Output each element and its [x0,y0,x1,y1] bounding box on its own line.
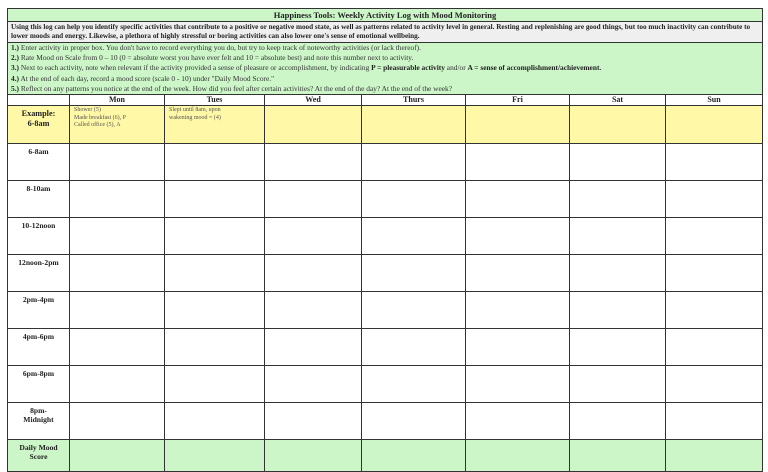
activity-cell[interactable] [265,292,362,329]
time-slot-row [8,218,763,255]
mood-cell[interactable] [466,440,570,472]
activity-cell[interactable] [570,403,666,440]
mood-cell[interactable] [165,440,265,472]
activity-cell[interactable] [666,255,763,292]
activity-cell[interactable] [165,144,265,181]
time-slot-row [8,329,763,366]
activity-cell[interactable] [362,218,466,255]
activity-cell[interactable] [362,329,466,366]
time-slot-row [8,144,763,181]
activity-cell[interactable] [466,218,570,255]
day-header: Wed [265,95,362,106]
mood-cell[interactable] [570,440,666,472]
example-cell [666,106,763,144]
activity-cell[interactable] [466,403,570,440]
activity-cell[interactable] [466,181,570,218]
time-slot-label: 6-8am [8,144,70,181]
activity-cell[interactable] [570,144,666,181]
activity-cell[interactable] [165,366,265,403]
activity-log-table [7,8,763,472]
activity-cell[interactable] [265,255,362,292]
time-slot-label: 4pm-6pm [8,329,70,366]
activity-cell[interactable] [570,218,666,255]
activity-cell[interactable] [466,292,570,329]
activity-cell[interactable] [466,144,570,181]
day-header: Sun [666,95,763,106]
instruction-1: 1.) Enter activity in proper box. You don't have to record everything you do, but try to keep track of noteworthy activities (or lack thereof). [11,43,421,52]
day-header: Fri [466,95,570,106]
mood-cell[interactable] [666,440,763,472]
example-cell [265,106,362,144]
activity-cell[interactable] [70,255,165,292]
mood-cell[interactable] [362,440,466,472]
daily-mood-label: Daily Mood Score [8,440,70,472]
activity-cell[interactable] [265,366,362,403]
activity-cell[interactable] [165,292,265,329]
activity-cell[interactable] [362,292,466,329]
daily-mood-row [8,440,763,472]
time-slot-row [8,403,763,440]
log-title: Happiness Tools: Weekly Activity Log with Mood Monitoring [8,9,763,22]
activity-cell[interactable] [70,181,165,218]
mood-cell[interactable] [265,440,362,472]
activity-cell[interactable] [666,403,763,440]
activity-cell[interactable] [466,329,570,366]
activity-cell[interactable] [165,403,265,440]
day-header: Sat [570,95,666,106]
instruction-3: 3.) Next to each activity, note when relevant if the activity provided a sense of pleasure or accomplishment, by indicating P = pleasurable activity and/or A = sense of accomplishment/achievement. [11,63,602,73]
activity-cell[interactable] [362,181,466,218]
example-cell [570,106,666,144]
instruction-5: 5.) Reflect on any patterns you notice at the end of the week. How did you feel after certain activities? At the end of the day? At the end of the week? [11,83,453,93]
activity-cell[interactable] [362,144,466,181]
example-tues: Slept until 8am, upon wakening mood = (4) [165,106,265,144]
time-slot-label: 8-10am [8,181,70,218]
example-mon: Shower (5) Made breakfast (6), P Called office (5), A [70,106,165,144]
activity-cell[interactable] [466,255,570,292]
activity-cell[interactable] [265,181,362,218]
activity-cell[interactable] [165,255,265,292]
instruction-2: 2.) Rate Mood on Scale from 0 – 10 (0 = absolute worst you have ever felt and 10 = absolute best) and note this number next to activity. [11,53,414,63]
corner-cell [8,95,70,106]
activity-cell[interactable] [666,366,763,403]
time-slot-row [8,292,763,329]
instruction-4: 4.) At the end of each day, record a mood score (scale 0 - 10) under "Daily Mood Score." [11,73,275,83]
example-label: Example: 6-8am [8,106,70,144]
activity-cell[interactable] [70,144,165,181]
intro-text: Using this log can help you identify specific activities that contribute to a positive or negative mood state, as well as patterns related to activity level in general. Resting and replenishing are good things, but too much inactivity can contribute to lower moods and energy. Likewise, a plethora of highly stressful or boring activities can also lower one's sense of emotional wellbeing. [8,22,763,43]
time-slot-label: 10-12noon [8,218,70,255]
example-row [8,106,763,144]
activity-cell[interactable] [70,403,165,440]
activity-cell[interactable] [570,255,666,292]
activity-cell[interactable] [165,218,265,255]
activity-cell[interactable] [265,329,362,366]
activity-cell[interactable] [570,366,666,403]
time-slot-row [8,255,763,292]
activity-cell[interactable] [165,329,265,366]
activity-cell[interactable] [666,329,763,366]
activity-log [7,8,762,472]
activity-cell[interactable] [570,329,666,366]
activity-cell[interactable] [666,144,763,181]
example-cell [466,106,570,144]
activity-cell[interactable] [466,366,570,403]
day-header: Tues [165,95,265,106]
activity-cell[interactable] [265,403,362,440]
time-slot-label: 2pm-4pm [8,292,70,329]
time-slot-row [8,181,763,218]
time-slot-label: 12noon-2pm [8,255,70,292]
activity-cell[interactable] [265,218,362,255]
activity-cell[interactable] [70,218,165,255]
activity-cell[interactable] [265,144,362,181]
activity-cell[interactable] [165,181,265,218]
instructions [8,43,763,95]
day-header-row [8,95,763,106]
activity-cell[interactable] [666,181,763,218]
time-slot-row [8,366,763,403]
day-header: Mon [70,95,165,106]
activity-cell[interactable] [570,292,666,329]
activity-cell[interactable] [362,255,466,292]
mood-cell[interactable] [70,440,165,472]
activity-cell[interactable] [362,366,466,403]
day-header: Thurs [362,95,466,106]
activity-cell[interactable] [362,403,466,440]
activity-cell[interactable] [666,292,763,329]
activity-cell[interactable] [666,218,763,255]
time-slot-label: 6pm-8pm [8,366,70,403]
example-cell [362,106,466,144]
activity-cell[interactable] [70,366,165,403]
time-slot-label: 8pm- Midnight [8,403,70,440]
activity-cell[interactable] [70,292,165,329]
activity-cell[interactable] [570,181,666,218]
activity-cell[interactable] [70,329,165,366]
